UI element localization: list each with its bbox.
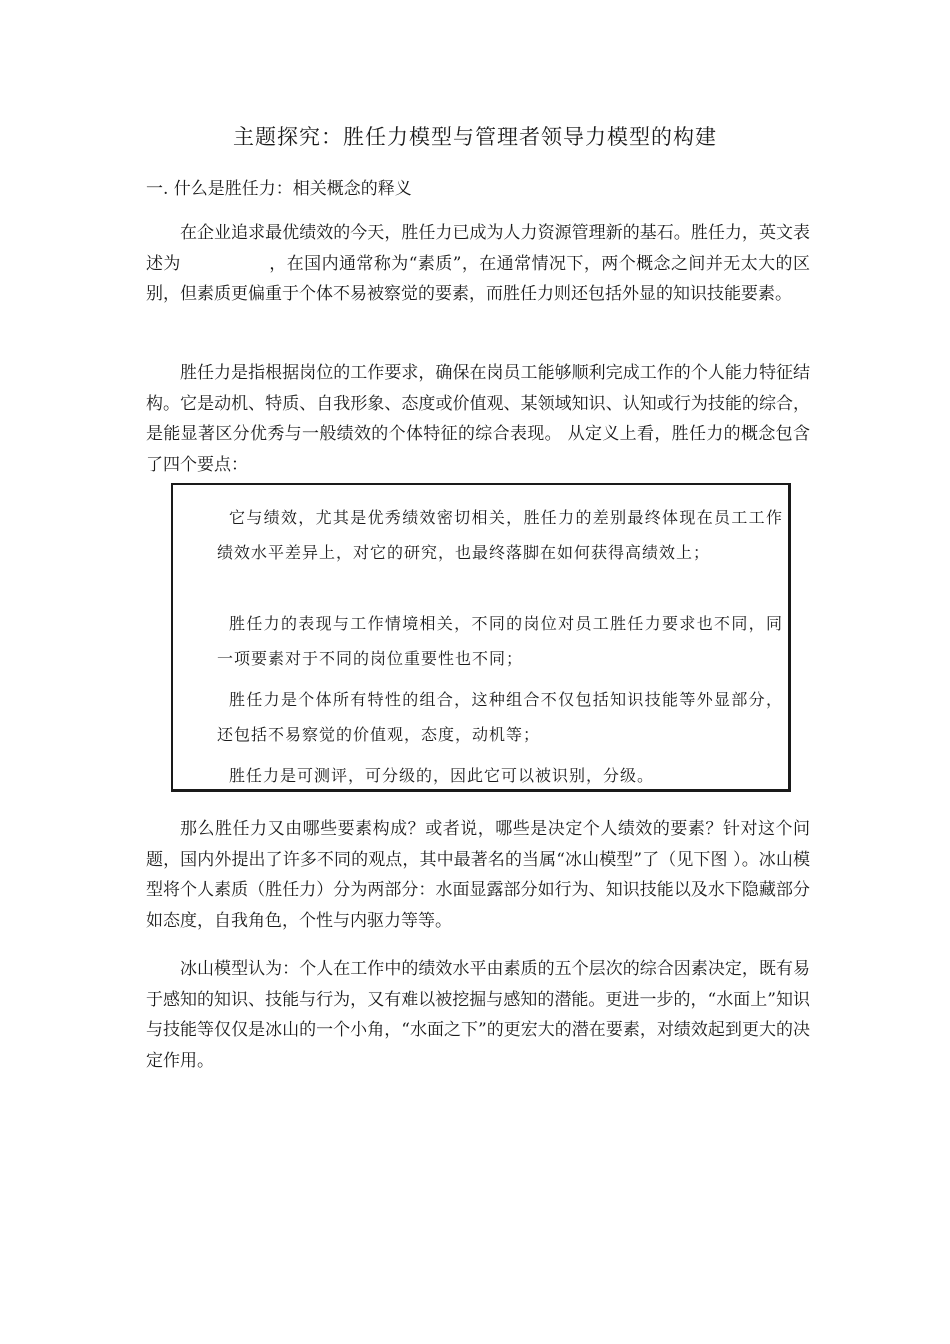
key-point-3: 胜任力是个体所有特性的组合，这种组合不仅包括知识技能等外显部分，还包括不易察觉的价值观，态度，动机等；: [217, 690, 783, 744]
key-point-2: 胜任力的表现与工作情境相关，不同的岗位对员工胜任力要求也不同，同一项要素对于不同的岗位重要性也不同；: [217, 614, 783, 668]
page-title: 主题探究：胜任力模型与管理者领导力模型的构建: [233, 125, 717, 149]
paragraph-1-text-b: ，在国内通常称为“素质”，在通常情况下，两个概念之间并无太大的区别，但素质更偏重于个体不易被察觉的要素，而胜任力则还包括外显的知识技能要素。: [146, 253, 810, 304]
paragraph-1: [146, 218, 810, 310]
key-points-box: [171, 483, 791, 792]
paragraph-1-text-a: 在企业追求最优绩效的今天，胜任力已成为人力资源管理新的基石。胜任力，英文表述为: [146, 223, 810, 274]
key-point-1: 它与绩效，尤其是优秀绩效密切相关，胜任力的差别最终体现在员工工作绩效水平差异上，对它的研究，也最终落脚在如何获得高绩效上；: [217, 508, 783, 562]
paragraph-2: 胜任力是指根据岗位的工作要求，确保在岗员工能够顺利完成工作的个人能力特征结构。它是动机、特质、自我形象、态度或价值观、某领域知识、认知或行为技能的综合，是能显著区分优秀与一般绩效的个体特征的综合表现。 从定义上看，胜任力的概念包含了四个要点：: [146, 363, 810, 475]
paragraph-3: 那么胜任力又由哪些要素构成？或者说，哪些是决定个人绩效的要素？针对这个问题，国内外提出了许多不同的观点，其中最著名的当属“冰山模型”了（见下图 ）。冰山模型将个人素质（胜任力）分为两部分：水面显露部分如行为、知识技能以及水下隐藏部分如态度，自我角色，个性与内驱力等等。: [146, 819, 810, 931]
section-heading: 一. 什么是胜任力：相关概念的释义: [146, 179, 412, 199]
paragraph-4: 冰山模型认为：个人在工作中的绩效水平由素质的五个层次的综合因素决定，既有易于感知的知识、技能与行为，又有难以被挖掘与感知的潜能。更进一步的，“水面上”知识与技能等仅仅是冰山的一个小角，“水面之下”的更宏大的潜在要素，对绩效起到更大的决定作用。: [146, 959, 810, 1071]
key-point-4: 胜任力是可测评，可分级的，因此它可以被识别，分级。: [229, 766, 655, 785]
